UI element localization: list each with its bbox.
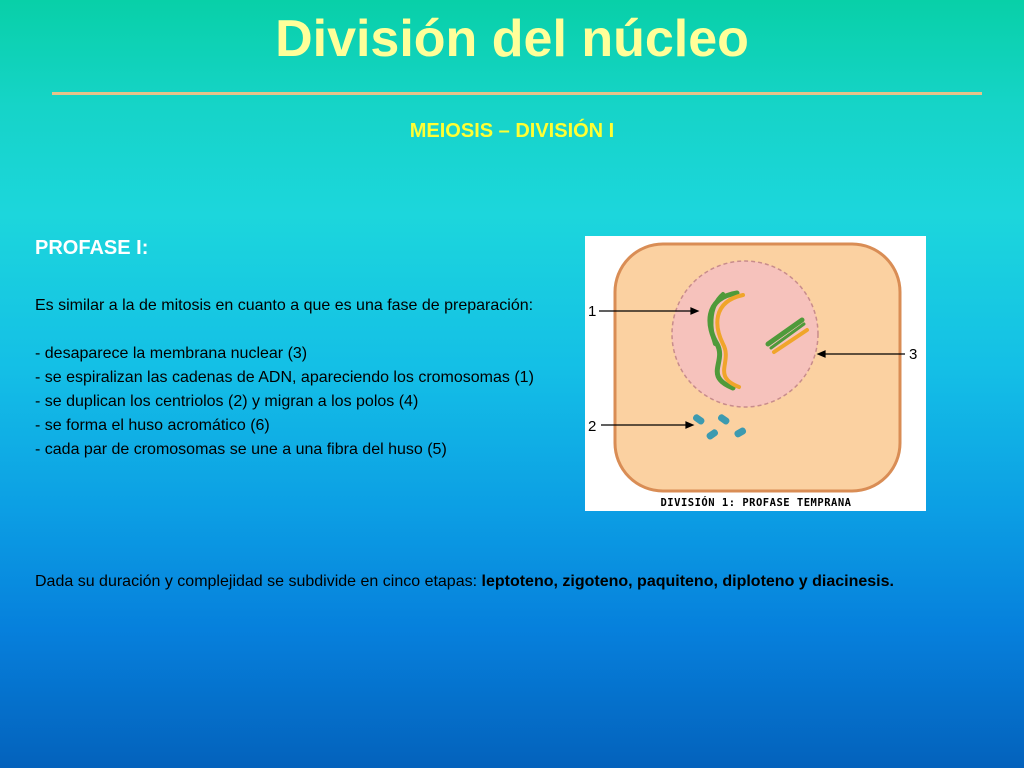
- label-2: 2: [588, 418, 597, 435]
- figure-caption: DIVISIÓN 1: PROFASE TEMPRANA: [660, 497, 852, 509]
- summary-text: Dada su duración y complejidad se subdivide en cinco etapas:: [35, 573, 482, 590]
- body-text: [35, 294, 565, 462]
- label-3: 3: [909, 346, 918, 363]
- bullet-item: - cada par de cromosomas se une a una fibra del huso (5): [35, 441, 447, 458]
- cell-diagram-svg: [585, 236, 926, 511]
- cell-diagram: [585, 236, 926, 511]
- title-divider: [52, 92, 982, 95]
- bullet-item: - desaparece la membrana nuclear (3): [35, 345, 308, 362]
- slide-title: División del núcleo: [275, 10, 749, 68]
- section-heading: PROFASE I:: [35, 237, 149, 259]
- bullet-item: - se forma el huso acromático (6): [35, 417, 270, 434]
- slide-subtitle: MEIOSIS – DIVISIÓN I: [409, 120, 615, 142]
- bullet-item: - se espiralizan las cadenas de ADN, apareciendo los cromosomas (1): [35, 369, 534, 386]
- intro-paragraph: Es similar a la de mitosis en cuanto a que es una fase de preparación:: [35, 297, 534, 314]
- nucleus: [672, 261, 818, 407]
- paragraph-gap: [35, 318, 565, 342]
- summary-stages: leptoteno, zigoteno, paquiteno, diploteno y diacinesis.: [481, 573, 894, 590]
- bullet-item: - se duplican los centriolos (2) y migran a los polos (4): [35, 393, 419, 410]
- summary-paragraph: [35, 570, 995, 594]
- label-1: 1: [588, 303, 597, 320]
